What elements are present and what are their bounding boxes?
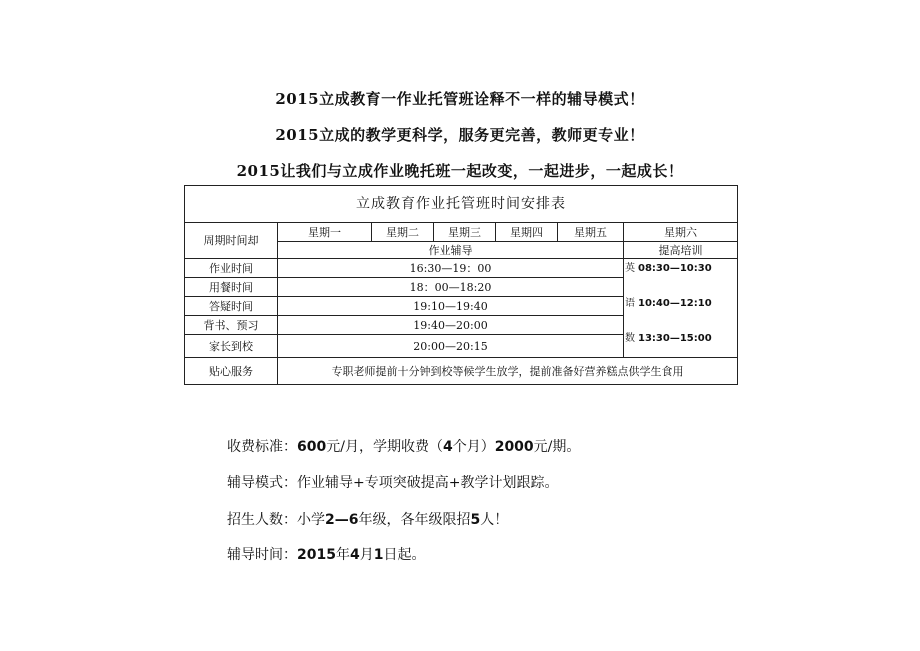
day-header-tue: 星期二: [372, 223, 434, 242]
start-year-unit: 年: [335, 547, 350, 563]
headline-1: 2015立成教育一作业托管班诠释不一样的辅导模式！: [275, 90, 645, 108]
start-month-unit: 月: [359, 547, 374, 563]
session-time: 13:30—15:00: [638, 333, 712, 344]
slot-label: 用餐时间: [185, 278, 278, 297]
headline-2: 2015立成的教学更科学，服务更完善，教师更专业！: [275, 126, 645, 144]
session-time: 08:30—10:30: [638, 263, 712, 274]
fee-monthly: 600: [297, 439, 327, 455]
start-year: 2015: [297, 547, 336, 563]
enroll-label: 招生人数：: [227, 512, 297, 528]
enroll-mid: 年级，各年级限招: [358, 512, 471, 528]
fee-term-unit: 个月）: [452, 439, 495, 455]
saturday-group-label: 提高培训: [624, 242, 738, 259]
session-time: 10:40—12:10: [638, 298, 712, 309]
day-header-thu: 星期四: [496, 223, 558, 242]
schedule-title: 立成教育作业托管班时间安排表: [185, 186, 738, 223]
service-text: 专职老师提前十分钟到校等候学生放学，提前准备好营养糕点供学生食用: [278, 358, 738, 385]
corner-header: 周期时间却: [185, 223, 278, 259]
enroll-line: [227, 509, 508, 529]
session-subject: 语: [625, 298, 635, 309]
start-label: 辅导时间：: [227, 547, 297, 563]
saturday-session: [625, 261, 712, 276]
mode-text: 作业辅导+专项突破提高+教学计划跟踪。: [297, 475, 559, 491]
saturday-session: [625, 331, 712, 346]
day-header-mon: 星期一: [278, 223, 372, 242]
day-header-sat: 星期六: [624, 223, 738, 242]
slot-label: 作业时间: [185, 259, 278, 278]
slot-time: 19:40—20:00: [278, 316, 624, 335]
fee-term-months: 4: [442, 439, 453, 455]
saturday-sessions: [624, 259, 738, 358]
enroll-grades: 2—6: [325, 512, 359, 528]
mode-line: [227, 472, 558, 492]
slot-time: 20:00—20:15: [278, 335, 624, 358]
day-header-wed: 星期三: [434, 223, 496, 242]
headline-3: 2015让我们与立成作业晚托班一起改变，一起进步，一起成长！: [236, 162, 684, 180]
fee-term-suffix: 元/期。: [533, 439, 581, 455]
slot-label: 家长到校: [185, 335, 278, 358]
slot-time: 19:10—19:40: [278, 297, 624, 316]
slot-label: 答疑时间: [185, 297, 278, 316]
enroll-suffix: 人！: [480, 512, 509, 528]
weekday-group-label: 作业辅导: [278, 242, 624, 259]
fee-term: 2000: [494, 439, 534, 455]
schedule-table: [184, 185, 738, 385]
service-label: 贴心服务: [185, 358, 278, 385]
saturday-session: [625, 296, 712, 311]
slot-label: 背书、预习: [185, 316, 278, 335]
session-subject: 数: [625, 333, 635, 344]
mode-label: 辅导模式：: [227, 475, 297, 491]
start-month: 4: [349, 547, 360, 563]
fee-line: [227, 436, 580, 456]
enroll-limit: 5: [470, 512, 481, 528]
fee-label: 收费标准：: [227, 439, 297, 455]
start-day-unit: 日起。: [383, 547, 426, 563]
day-header-fri: 星期五: [558, 223, 624, 242]
start-day: 1: [373, 547, 384, 563]
fee-unit: 元/月，学期收费（: [326, 439, 443, 455]
slot-time: 18：00—18:20: [278, 278, 624, 297]
slot-time: 16:30—19：00: [278, 259, 624, 278]
enroll-prefix: 小学: [297, 512, 325, 528]
session-subject: 英: [625, 263, 635, 274]
start-line: [227, 544, 425, 564]
